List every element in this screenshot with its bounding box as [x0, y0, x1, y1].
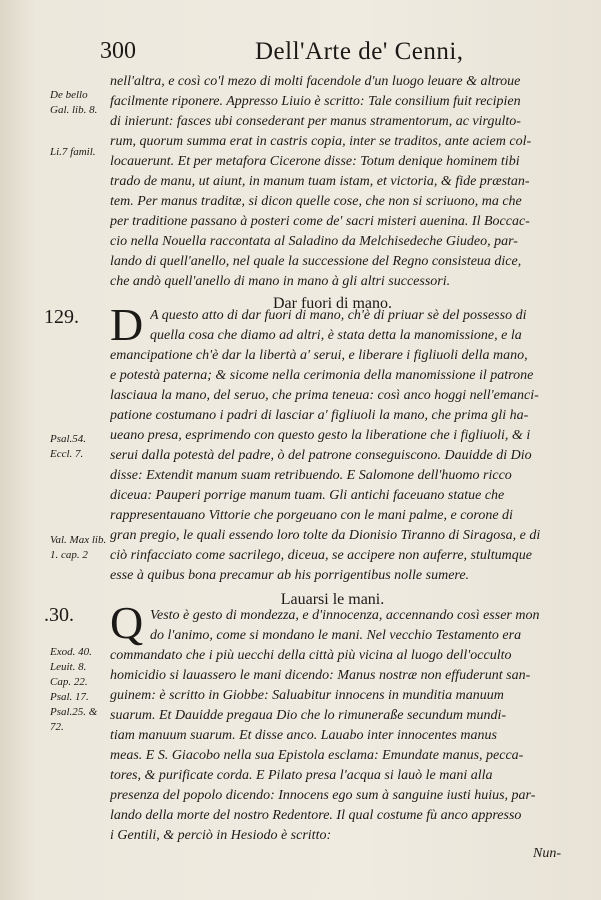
text-line: facilmente riponere. Appresso Liuio è scritto: Tale consilium fuit recipien: [110, 94, 521, 109]
catchword: Nun-: [533, 846, 561, 861]
text-line: di inierunt: fasces ubi consederant per manus stramentorum, ac virgulto-: [110, 114, 521, 129]
text-line: che andò quell'anello di mano in mano à gli altri successori.: [110, 274, 451, 289]
running-title: Dell'Arte de' Cenni,: [255, 38, 464, 65]
text-line: ueano presa, esprimendo con questo gesto la liberatione che i figliuoli, & i: [110, 428, 531, 443]
text-line: gran pregio, le quali essendo loro tolte da Dionisio Tiranno di Siragosa, e di: [110, 528, 541, 543]
margin-note: De bello Gal. lib. 8.: [50, 89, 98, 116]
margin-note: Val. Max lib. 1. cap. 2: [50, 534, 107, 561]
text-line: nell'altra, e così co'l mezo di molti facendole d'un luogo leuare & altroue: [110, 74, 521, 89]
text-line: i Gentili, & perciò in Hesiodo è scritto:: [110, 828, 332, 843]
margin-note: Psal.54.: [50, 433, 87, 445]
margin-note: Psal. 17.: [50, 691, 89, 703]
text-line: lando di quell'anello, nel quale la successione del Regno consisteua dice,: [110, 254, 522, 269]
margin-note: Leuit. 8.: [50, 661, 87, 673]
text-line: Vesto è gesto di mondezza, e d'innocenza, accennando così esser mon: [150, 608, 540, 623]
page-header: [0, 38, 601, 68]
text-line: trado de manu, ut aiunt, in manum tuam istam, et victoria, & fide præstan-: [110, 174, 530, 189]
drop-cap: D: [110, 299, 144, 350]
text-line: serui dalla potestà del padre, ò del patrone conseguiscono. Dauidde di Dio: [110, 448, 532, 463]
drop-cap: Q: [110, 597, 144, 648]
text-line: homicidio si lauassero le mani dicendo: Manus nostræ non effuderunt san-: [110, 668, 531, 683]
text-line: locauerunt. Et per metafora Cicerone disse: Totum denique hominem tibi: [110, 154, 520, 169]
text-line: lasciaua la mano, del seruo, che prima teneua: così anco hoggi nell'emanci-: [110, 388, 539, 403]
text-line: e potestà paterna; & sicome nella cerimonia della manomissione il patrone: [110, 368, 534, 383]
text-line: quella cosa che diamo ad altri, è stata detta la manomissione, e la: [150, 328, 522, 343]
text-line: diceua: Pauperi porrige manum tuam. Gli antichi faceuano statue che: [110, 488, 505, 503]
text-line: disse: Extendit manum suam retribuendo. E Salomone dell'huomo ricco: [110, 468, 512, 483]
margin-note: Cap. 22.: [50, 676, 88, 688]
margin-note: Eccl. 7.: [50, 448, 84, 460]
text-line: presenza del popolo dicendo: Innocens ego sum à sanguine iusti huius, par-: [110, 788, 536, 803]
section-heading: Dar fuori di mano.: [272, 295, 393, 312]
text-line: A questo atto di dar fuori di mano, ch'è di priuar sè del possesso di: [150, 308, 527, 323]
margin-note: Psal.25. & 72.: [50, 706, 98, 733]
text-line: meas. E S. Giacobo nella sua Epistola esclama: Emundate manus, pecca-: [110, 748, 524, 763]
text-line: rappresentauano Vittorie che porgeuano con le mani palme, e corone di: [110, 508, 513, 523]
text-line: esse à quibus bona precamur ab his porrigentibus nolle sumere.: [110, 568, 470, 583]
text-line: per traditione passano à posteri come de' sacri misteri auenina. Il Boccac-: [110, 214, 530, 229]
section-heading: Lauarsi le mani.: [280, 591, 385, 608]
text-line: guinem: è scritto in Giobbe: Saluabitur innocens in munditia manuum: [110, 688, 504, 703]
text-line: commandato che i più uecchi della città più vicina al luogo dell'occulto: [110, 648, 512, 663]
margin-note: Exod. 40.: [50, 646, 92, 658]
text-line: emancipatione ch'è dar la libertà a' serui, e liberare i figliuoli della mano,: [110, 348, 528, 363]
section-number: .30.: [44, 604, 74, 626]
text-line: do l'animo, come si mondano le mani. Nel vecchio Testamento era: [150, 628, 522, 643]
text-line: rum, quorum summa erat in castris copia, inter se traditos, ante aciem col-: [110, 134, 532, 149]
page-number: 300: [100, 38, 136, 64]
text-line: suarum. Et Dauidde pregaua Dio che lo rimuneraße secundum mundi-: [110, 708, 507, 723]
text-line: cio nella Nouella raccontata al Saladino da Melchisedeche Giudeo, par-: [110, 234, 518, 249]
text-line: tiam manuum suarum. Et disse anco. Lauabo inter innocentes manus: [110, 728, 497, 743]
text-line: ciò rinfacciato come sacrilego, diceua, se accipere non auferre, stultumque: [110, 548, 532, 563]
margin-note: Li.7 famil.: [50, 146, 96, 158]
text-line: tem. Per manus traditæ, si dicon quelle cose, che non si scriuono, ma che: [110, 194, 522, 209]
text-line: tores, & purificate corda. E Pilato presa l'acqua si lauò le mani alla: [110, 768, 493, 783]
section-number: 129.: [44, 306, 79, 328]
text-line: patione costumano i padri di lasciar a' figliuoli la mano, che prima gli ha-: [110, 408, 529, 423]
text-line: lando della morte del nostro Redentore. Il qual costume fù anco appresso: [110, 808, 522, 823]
